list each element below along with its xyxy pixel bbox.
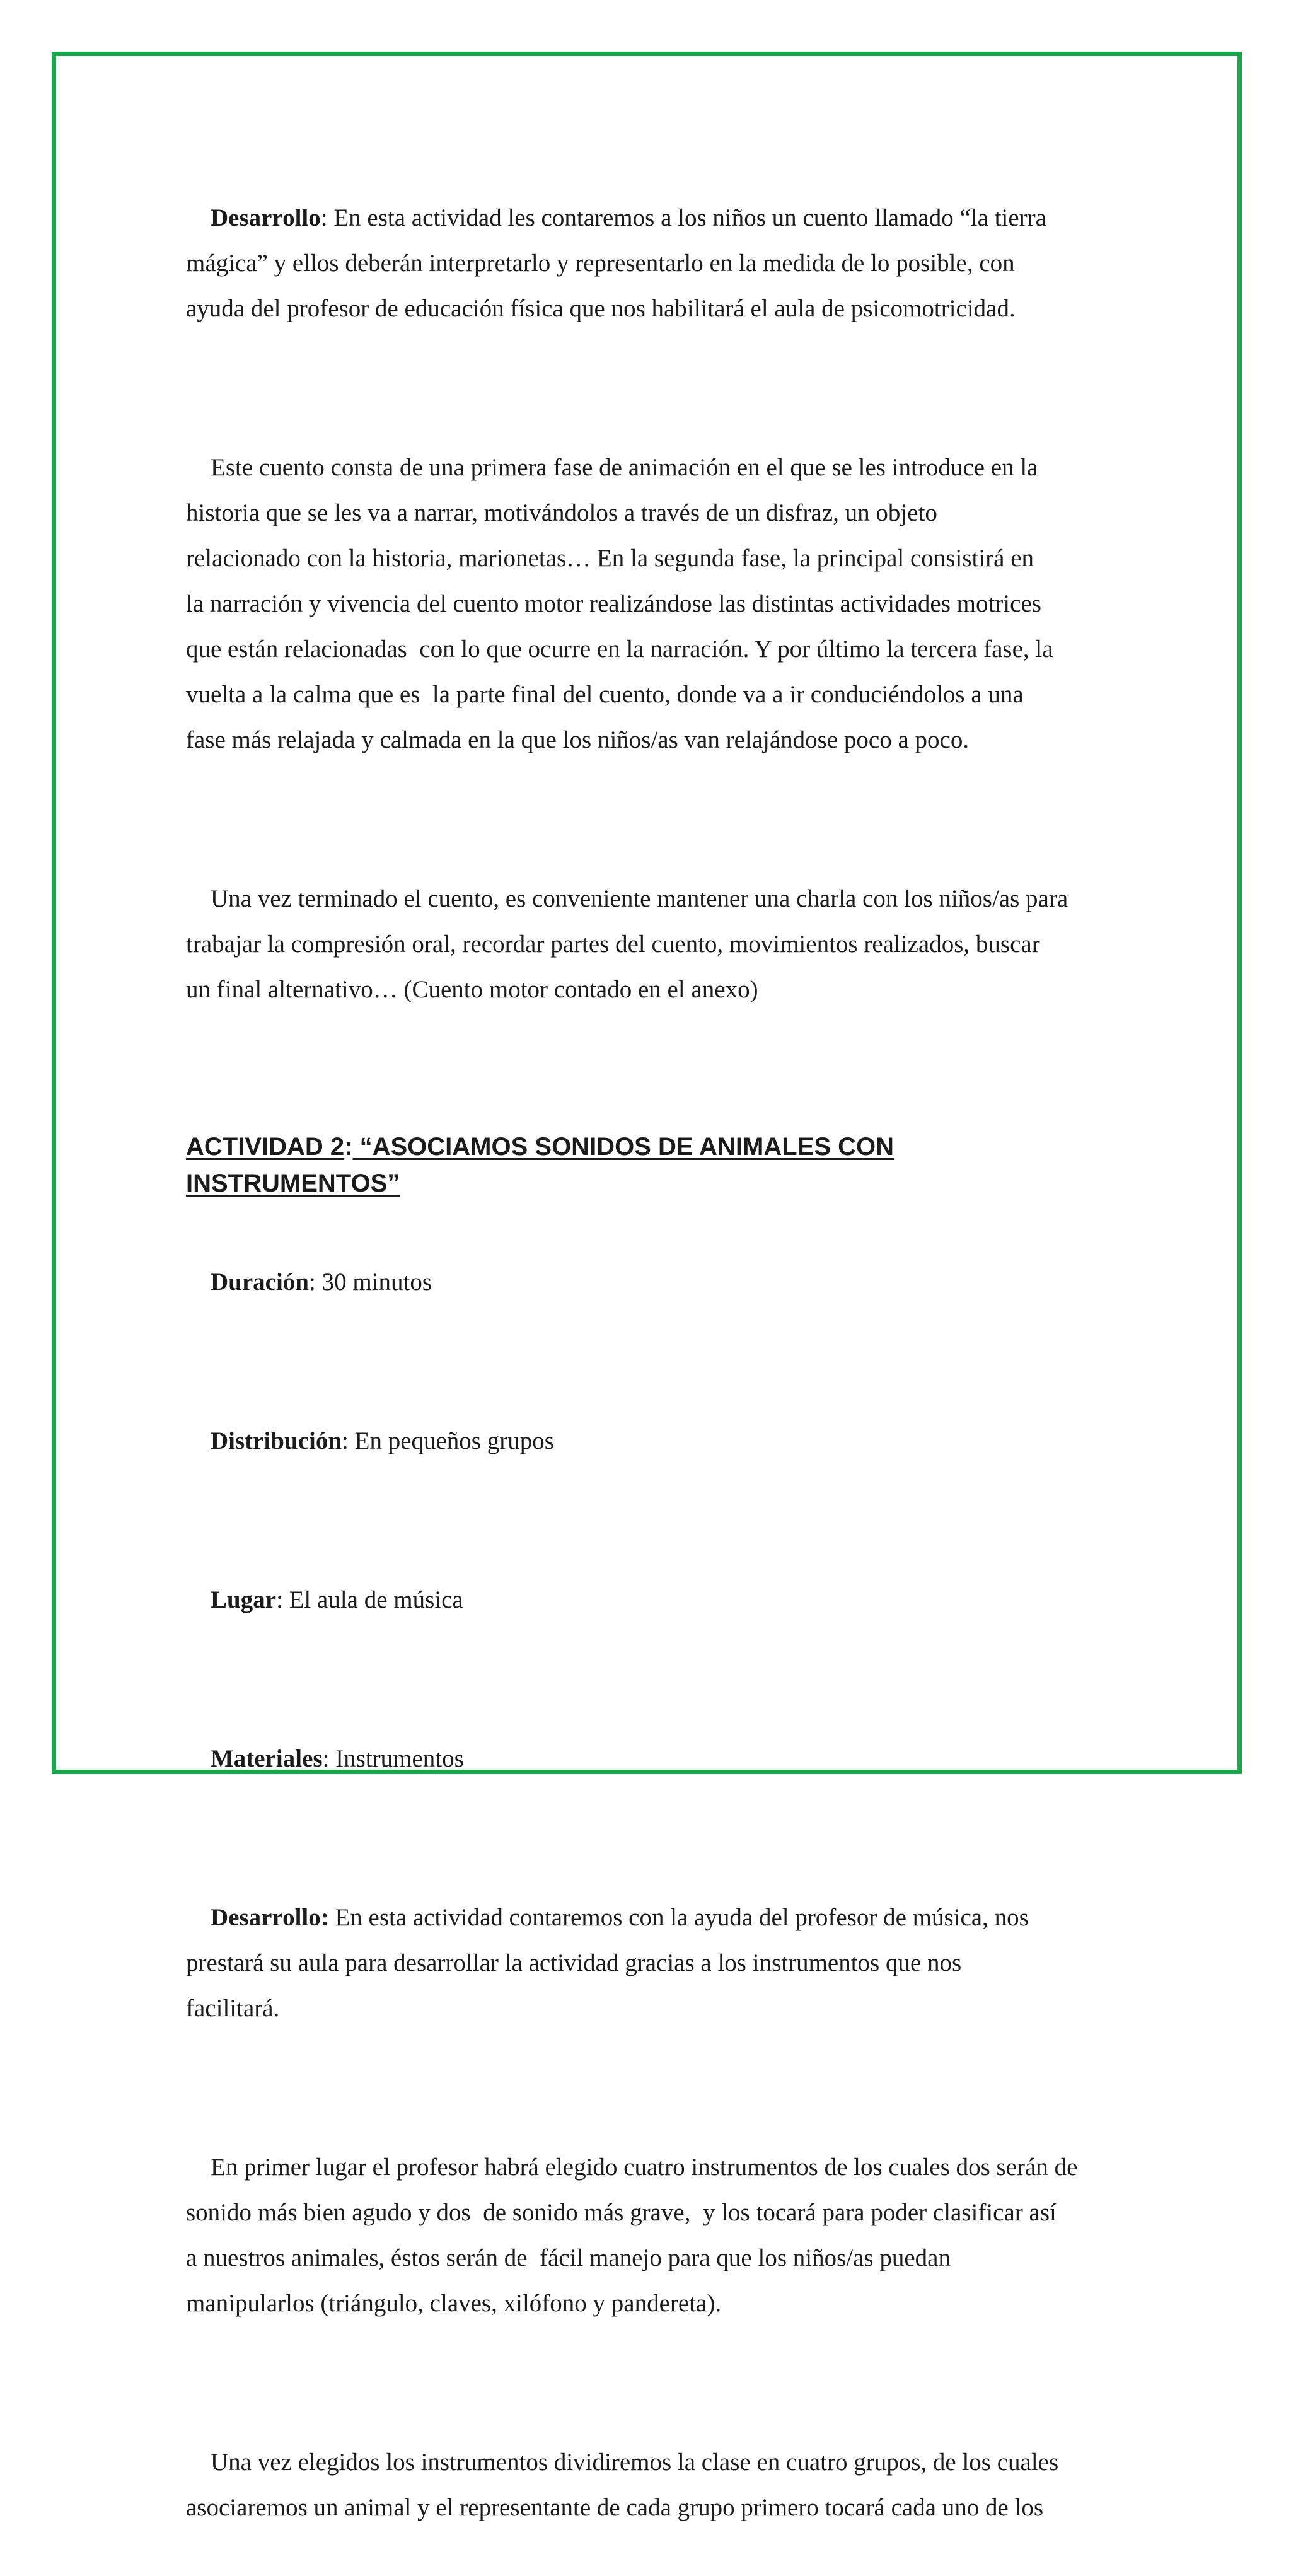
text-line: manipularlos (triángulo, claves, xilófono y pandereta). bbox=[186, 2290, 722, 2317]
field-value: : En pequeños grupos bbox=[342, 1427, 554, 1454]
text-line: Este cuento consta de una primera fase de animación en el que se les introduce en la bbox=[211, 454, 1038, 481]
field-value: : El aula de música bbox=[276, 1586, 463, 1613]
paragraph-grupos bbox=[186, 2394, 1132, 2576]
text-line: : En esta actividad les contaremos a los niños un cuento llamado “la tierra bbox=[320, 204, 1046, 231]
document-body bbox=[186, 150, 1132, 2576]
text-line: facilitará. bbox=[186, 1995, 280, 2022]
paragraph-charla bbox=[186, 831, 1132, 1058]
text-line: un final alternativo… (Cuento motor contado en el anexo) bbox=[186, 976, 758, 1003]
field-label: Distribución bbox=[211, 1427, 342, 1454]
paragraph-cuento-fases bbox=[186, 400, 1132, 808]
heading-colon: : bbox=[344, 1133, 353, 1161]
field-distribucion bbox=[186, 1373, 1132, 1509]
text-line: relacionado con la historia, marionetas… En la segunda fase, la principal consistirá en bbox=[186, 545, 1034, 572]
text-line: la narración y vivencia del cuento motor realizándose las distintas actividades motrices bbox=[186, 590, 1041, 617]
text-line: fase más relajada y calmada en la que los niños/as van relajándose poco a poco. bbox=[186, 726, 970, 753]
field-lugar bbox=[186, 1532, 1132, 1668]
field-label: Duración bbox=[211, 1268, 309, 1296]
text-line: prestará su aula para desarrollar la actividad gracias a los instrumentos que nos bbox=[186, 1949, 962, 1976]
activity-2-label: ACTIVIDAD 2 bbox=[186, 1133, 345, 1161]
paragraph-desarrollo-2 bbox=[186, 1850, 1132, 2077]
text-line: a nuestros animales, éstos serán de fácil manejo para que los niños/as puedan bbox=[186, 2244, 951, 2271]
text-line: historia que se les va a narrar, motivándolos a través de un disfraz, un objeto bbox=[186, 499, 937, 526]
text-line: asociaremos un animal y el representante de cada grupo primero tocará cada uno de los bbox=[186, 2494, 1044, 2521]
paragraph-desarrollo-1 bbox=[186, 150, 1132, 377]
text-line: Una vez elegidos los instrumentos dividiremos la clase en cuatro grupos, de los cuales bbox=[211, 2449, 1059, 2476]
text-line: Una vez terminado el cuento, es conveniente mantener una charla con los niños/as para bbox=[211, 885, 1068, 912]
label-desarrollo: Desarrollo: bbox=[211, 1904, 329, 1931]
activity-2-title-line2: INSTRUMENTOS” bbox=[186, 1169, 400, 1197]
label-desarrollo: Desarrollo bbox=[211, 204, 321, 231]
text-line: que están relacionadas con lo que ocurre en la narración. Y por último la tercera fase, la bbox=[186, 635, 1053, 663]
text-line: vuelta a la calma que es la parte final del cuento, donde va a ir conduciéndolos a una bbox=[186, 681, 1024, 708]
field-duracion bbox=[186, 1214, 1132, 1350]
field-label: Materiales bbox=[211, 1745, 323, 1772]
field-value: : Instrumentos bbox=[322, 1745, 464, 1772]
text-line: trabajar la compresión oral, recordar partes del cuento, movimientos realizados, buscar bbox=[186, 931, 1040, 958]
field-materiales bbox=[186, 1691, 1132, 1827]
text-line: En esta actividad contaremos con la ayuda del profesor de música, nos bbox=[328, 1904, 1029, 1931]
text-line: sonido más bien agudo y dos de sonido más grave, y los tocará para poder clasificar así bbox=[186, 2199, 1057, 2226]
text-line: En primer lugar el profesor habrá elegido cuatro instrumentos de los cuales dos serán de bbox=[211, 2154, 1078, 2181]
field-value: : 30 minutos bbox=[309, 1268, 432, 1296]
activity-2-heading bbox=[186, 1128, 1132, 1202]
activity-2-title-line1: “ASOCIAMOS SONIDOS DE ANIMALES CON bbox=[359, 1133, 894, 1161]
paragraph-instrumentos bbox=[186, 2099, 1132, 2372]
text-line: ayuda del profesor de educación física que nos habilitará el aula de psicomotricidad. bbox=[186, 295, 1016, 322]
field-label: Lugar bbox=[211, 1586, 277, 1613]
text-line: mágica” y ellos deberán interpretarlo y representarlo en la medida de lo posible, con bbox=[186, 250, 1015, 277]
